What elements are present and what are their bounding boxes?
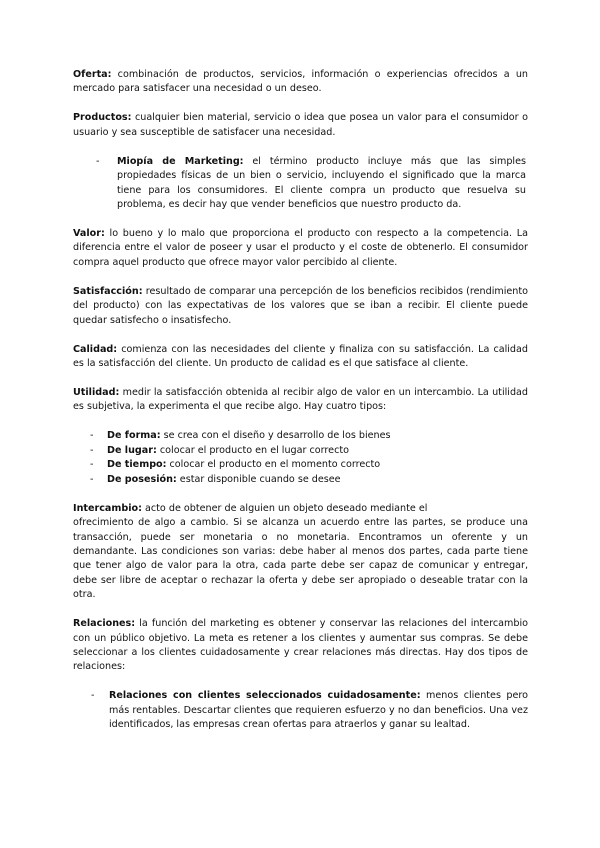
definition-de-forma: se crea con el diseño y desarrollo de los bienes <box>160 430 391 442</box>
paragraph-satisfaccion <box>73 285 528 328</box>
definition-de-lugar: colocar el producto en el lugar correcto <box>156 444 349 456</box>
productos-bullet-list <box>117 155 526 213</box>
term-intercambio: Intercambio: <box>73 502 142 514</box>
term-de-tiempo: De tiempo: <box>107 459 167 471</box>
term-de-posesion: De posesión: <box>107 473 177 485</box>
definition-intercambio-start: acto de obtener de alguien un objeto deseado mediante el <box>141 502 428 514</box>
term-de-lugar: De lugar: <box>107 444 157 456</box>
term-relaciones-clientes: Relaciones con clientes seleccionados cuidadosamente: <box>109 690 421 702</box>
paragraph-relaciones <box>73 617 528 675</box>
definition-miopia: el término producto incluye más que las simples propiedades físicas de un bien o servicio, incluyendo el significado que la marca tiene para los consumidores. El cliente compra un producto que resuelva su problema, es decir hay que vender beneficios que nuestro producto da. <box>117 155 527 211</box>
list-item-de-forma <box>107 429 528 443</box>
definition-calidad: comienza con las necesidades del cliente y finaliza con su satisfacción. La calidad es la satisfacción del cliente. Un producto de calidad es el que satisface al cliente. <box>73 343 528 370</box>
list-item-miopia <box>117 155 526 213</box>
definition-productos: cualquier bien material, servicio o idea que posea un valor para el consumidor o usuario y sea susceptible de satisfacer una necesidad. <box>73 112 528 138</box>
definition-de-posesion: estar disponible cuando se desee <box>176 473 341 485</box>
term-utilidad: Utilidad: <box>73 387 120 399</box>
relaciones-types-list <box>109 689 528 732</box>
paragraph-intercambio-first-line <box>73 502 528 516</box>
term-de-forma: De forma: <box>107 430 161 442</box>
list-item-de-lugar <box>107 444 528 458</box>
term-valor: Valor: <box>73 228 105 240</box>
term-productos: Productos: <box>73 112 132 124</box>
term-miopia: Miopía de Marketing: <box>117 155 244 167</box>
paragraph-calidad <box>73 343 528 372</box>
term-satisfaccion: Satisfacción: <box>73 285 143 297</box>
term-calidad: Calidad: <box>73 343 118 355</box>
paragraph-oferta <box>73 68 528 97</box>
term-relaciones: Relaciones: <box>73 618 136 630</box>
definition-oferta: combinación de productos, servicios, información o experiencias ofrecidos a un mercado para satisfacer una necesidad o un deseo. <box>73 69 528 95</box>
paragraph-utilidad <box>73 386 528 415</box>
term-oferta: Oferta: <box>73 69 112 80</box>
definition-valor: lo bueno y lo malo que proporciona el producto con respecto a la competencia. La diferencia entre el valor de poseer y usar el producto y el coste de obtenerlo. El consumidor compra aquel producto que ofrece mayor valor percibido al cliente. <box>73 228 528 268</box>
list-item-de-tiempo <box>107 458 528 472</box>
definition-satisfaccion: resultado de comparar una percepción de los beneficios recibidos (rendimiento del producto) con las expectativas de los valores que se iban a recibir. El cliente puede quedar satisfecho o insatisfecho. <box>73 285 528 326</box>
list-item-relaciones-clientes <box>109 689 528 732</box>
paragraph-productos <box>73 111 528 140</box>
definition-relaciones: la función del marketing es obtener y conservar las relaciones del intercambio con un público objetivo. La meta es retener a los clientes y aumentar sus compras. Se debe seleccionar a los clientes cuidadosamente y crear relaciones más directas. Hay dos tipos de relaciones: <box>73 618 528 673</box>
definition-de-tiempo: colocar el producto en el momento correcto <box>166 459 381 471</box>
paragraph-intercambio: ofrecimiento de algo a cambio. Si se alcanza un acuerdo entre las partes, se produce una transacción, puede ser monetaria o no monetaria. Encontramos un oferente y un demandante. Las condiciones son varias: debe haber al menos dos partes, cada parte tiene que tener algo de valor para la otra, cada parte debe ser capaz de comunicar y entregar, debe ser libre de aceptar o rechazar la oferta y debe ser apropiado o deseable tratar con la otra. <box>73 517 528 601</box>
paragraph-valor <box>73 227 528 270</box>
definition-relaciones-clientes: menos clientes pero más rentables. Descartar clientes que requieren esfuerzo y no dan beneficios. Una vez identificados, las empresas crean ofertas para atraerlos y ganar su lealtad. <box>109 690 528 731</box>
list-item-de-posesion <box>107 473 528 487</box>
definition-utilidad: medir la satisfacción obtenida al recibir algo de valor en un intercambio. La utilidad es subjetiva, la experimenta el que recibe algo. Hay cuatro tipos: <box>73 387 528 413</box>
utilidad-types-list <box>107 429 528 487</box>
